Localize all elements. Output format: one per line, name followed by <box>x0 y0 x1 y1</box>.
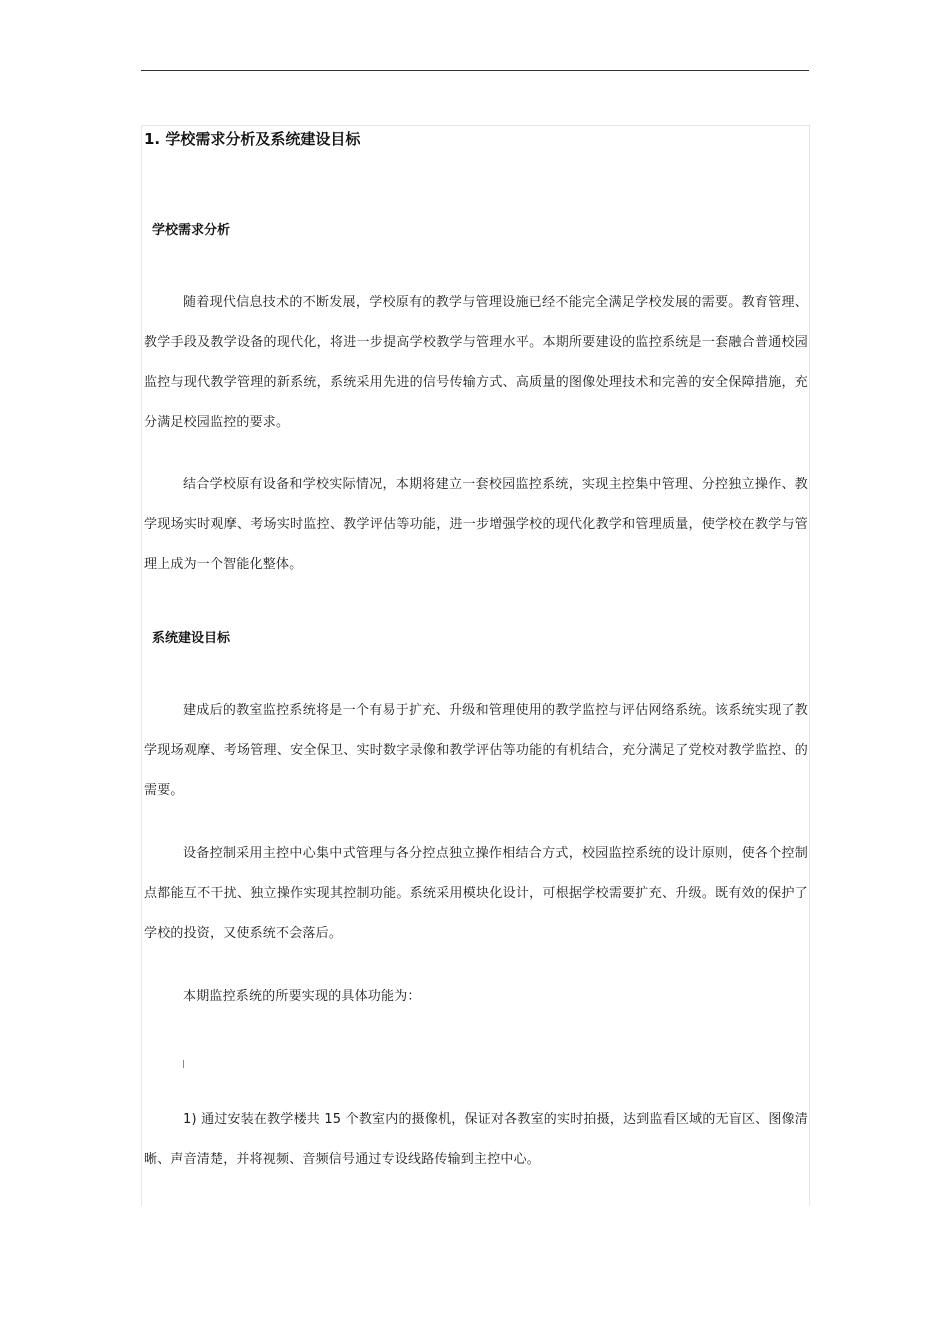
subsection-heading-build-goals: 系统建设目标 <box>152 631 231 646</box>
header-rule <box>141 70 809 71</box>
section-title: 1. 学校需求分析及系统建设目标 <box>144 130 361 148</box>
paragraph: 随着现代信息技术的不断发展，学校原有的教学与管理设施已经不能完全满足学校发展的需要。教育管理、教学手段及教学设备的现代化，将进一步提高学校教学与管理水平。本期所要建设的监控系统是一套融合普通校园监控与现代教学管理的新系统，系统采用先进的信号传输方式、高质量的图像处理技术和完善的安全保障措施，充分满足校园监控的要求。 <box>144 295 808 430</box>
text-cursor-mark <box>183 1060 184 1068</box>
paragraph: 结合学校原有设备和学校实际情况，本期将建立一套校园监控系统，实现主控集中管理、分控独立操作、教学现场实时观摩、考场实时监控、教学评估等功能，进一步增强学校的现代化教学和管理质量，使学校在教学与管理上成为一个智能化整体。 <box>144 477 808 572</box>
list-item: 1) 通过安装在教学楼共 15 个教室内的摄像机，保证对各教室的实时拍摄，达到监看区域的无盲区、图像清晰、声音清楚，并将视频、音频信号通过专设线路传输到主控中心。 <box>144 1112 808 1167</box>
paragraph: 建成后的教室监控系统将是一个有易于扩充、升级和管理使用的教学监控与评估网络系统。该系统实现了教学现场观摩、考场管理、安全保卫、实时数字录像和教学评估等功能的有机结合，充分满足了党校对教学监控、的需要。 <box>144 703 808 798</box>
paragraph: 本期监控系统的所要实现的具体功能为： <box>183 989 421 1004</box>
paragraph: 设备控制采用主控中心集中式管理与各分控点独立操作相结合方式，校园监控系统的设计原则，使各个控制点都能互不干扰、独立操作实现其控制功能。系统采用模块化设计，可根据学校需要扩充、升级。既有效的保护了学校的投资，又使系统不会落后。 <box>144 846 808 941</box>
subsection-heading-needs-analysis: 学校需求分析 <box>152 223 231 238</box>
